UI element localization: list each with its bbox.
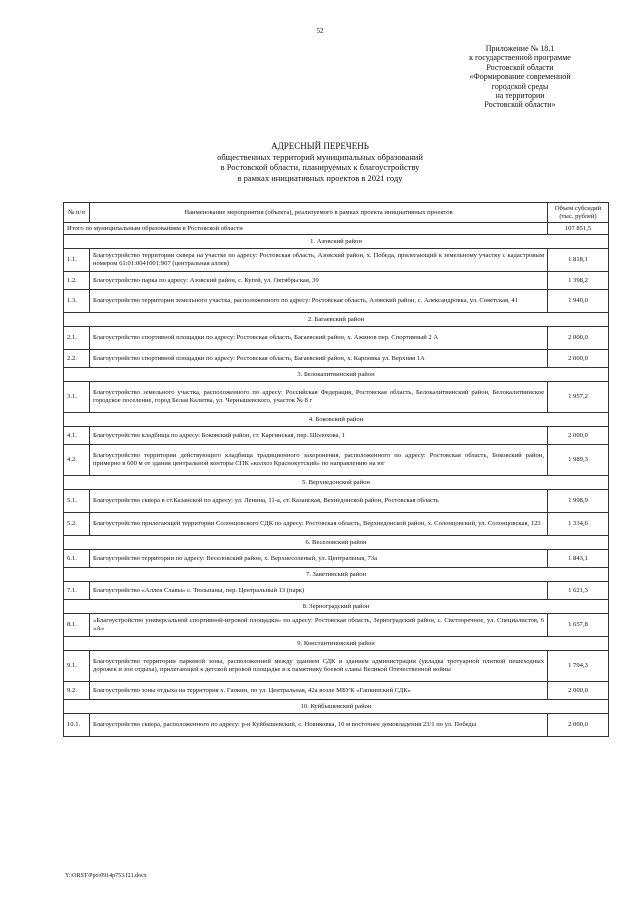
row-num: 8.1. bbox=[64, 614, 90, 637]
appendix-line: «Формирование современной bbox=[469, 72, 571, 82]
section-title: 5. Верхнедонской район bbox=[64, 476, 609, 490]
table-header-row bbox=[64, 203, 609, 223]
row-name: Благоустройство сквера, расположенного по адресу: р-н Куйбышевский, с. Новиковка, 10 м восточнее домовладения 23/1 по ул. Победы bbox=[90, 714, 548, 737]
appendix-line: к государственной программе bbox=[469, 53, 571, 63]
row-num: 3.1. bbox=[64, 382, 90, 413]
section-title: 1. Азовский район bbox=[64, 235, 609, 249]
section-row bbox=[64, 476, 609, 490]
table-row bbox=[64, 249, 609, 272]
table-row bbox=[64, 490, 609, 513]
row-num: 1.3. bbox=[64, 290, 90, 313]
section-title: 10. Куйбышевский район bbox=[64, 700, 609, 714]
document-subtitle-line: в рамках инициативных проектов в 2021 году bbox=[237, 172, 403, 183]
appendix-line: на территории bbox=[495, 91, 545, 101]
row-value: 1 657,8 bbox=[548, 614, 609, 637]
row-value: 1 621,3 bbox=[548, 582, 609, 600]
section-row bbox=[64, 568, 609, 582]
row-name: Благоустройство территории по адресу: Веселовский район, х. Верхнесоленый, ул. Центральная, 73а bbox=[90, 550, 548, 568]
total-row bbox=[64, 223, 609, 235]
section-row bbox=[64, 536, 609, 550]
row-value: 1 334,6 bbox=[548, 513, 609, 536]
row-name: Благоустройство территории земельного участка, расположенного по адресу: Ростовская область, Азовский район, с. Александровка, ул. Советская, 41 bbox=[90, 290, 548, 313]
row-value: 1 818,1 bbox=[548, 249, 609, 272]
section-title: 7. Заветинский район bbox=[64, 568, 609, 582]
row-num: 6.1. bbox=[64, 550, 90, 568]
row-name: Благоустройство сквера в ст.Казанской по адресу: ул. Ленина, 11-а, ст. Казанская, Вехнедонской район, Ростовская область bbox=[90, 490, 548, 513]
table-row bbox=[64, 382, 609, 413]
row-value: 2 000,0 bbox=[548, 714, 609, 737]
row-value: 1 794,3 bbox=[548, 651, 609, 682]
table-row bbox=[64, 582, 609, 600]
header-value: Объем субсидий (тыс. рублей) bbox=[548, 203, 609, 223]
row-num: 4.2. bbox=[64, 445, 90, 476]
table-row bbox=[64, 290, 609, 313]
section-title: 6. Веселовский район bbox=[64, 536, 609, 550]
table-row bbox=[64, 350, 609, 368]
section-row bbox=[64, 600, 609, 614]
section-title: 8. Зерноградский район bbox=[64, 600, 609, 614]
row-value: 1 398,2 bbox=[548, 272, 609, 290]
document-title: АДРЕСНЫЙ ПЕРЕЧЕНЬ bbox=[271, 141, 369, 151]
row-num: 7.1. bbox=[64, 582, 90, 600]
row-name: Благоустройство спортивной площадки по адресу: Ростовская область, Багаевский район, х. Ажинов пер. Спортивный 2 А bbox=[90, 327, 548, 350]
table-row bbox=[64, 272, 609, 290]
table-row bbox=[64, 682, 609, 700]
total-label: Итого по муниципальным образованиям в Ростовской области bbox=[64, 223, 548, 235]
document-subtitle-line: общественных территорий муниципальных образований bbox=[217, 151, 423, 162]
table-row bbox=[64, 327, 609, 350]
row-value: 1 998,9 bbox=[548, 490, 609, 513]
row-value: 2 000,0 bbox=[548, 350, 609, 368]
appendix-line: Ростовской области» bbox=[484, 100, 556, 110]
table-row bbox=[64, 550, 609, 568]
row-name: Благоустройство парка по адресу: Азовский район, с. Кугей, ул. Октябрьская, 39 bbox=[90, 272, 548, 290]
row-num: 10.1. bbox=[64, 714, 90, 737]
row-num: 9.2. bbox=[64, 682, 90, 700]
row-num: 1.2. bbox=[64, 272, 90, 290]
row-num: 2.1. bbox=[64, 327, 90, 350]
appendix-line: Приложение № 18.1 bbox=[485, 44, 555, 53]
section-title: 4. Боковский район bbox=[64, 413, 609, 427]
row-value: 1 843,1 bbox=[548, 550, 609, 568]
appendix-block bbox=[440, 44, 600, 110]
section-row bbox=[64, 637, 609, 651]
table-row bbox=[64, 714, 609, 737]
section-title: 3. Белокалитвинский район bbox=[64, 368, 609, 382]
row-name: Благоустройство кладбища по адресу: Боковский район, ст. Каргинская, пер. Шолохова, 1 bbox=[90, 427, 548, 445]
row-value: 2 000,0 bbox=[548, 427, 609, 445]
section-row bbox=[64, 700, 609, 714]
section-title: 9. Константиновский район bbox=[64, 637, 609, 651]
section-row bbox=[64, 313, 609, 327]
row-num: 5.1. bbox=[64, 490, 90, 513]
document-heading bbox=[120, 141, 520, 183]
row-name: Благоустройство спортивной площадки по адресу: Ростовская область, Багаевский район, х. Карповка ул. Верхняя 1А bbox=[90, 350, 548, 368]
row-name: Благоустройство территории действующего кладбища традиционного захоронения, расположенного по адресу: Ростовская область, Боковский район, примерно в 600 м от здания центральной конторы СПК «колхоз Краснокутский» по направлению на юг bbox=[90, 445, 548, 476]
appendix-line: Ростовской области bbox=[486, 62, 554, 72]
appendix-line: городской среды bbox=[491, 81, 549, 91]
row-num: 1.1. bbox=[64, 249, 90, 272]
row-name: Благоустройство земельного участка, расположенного по адресу: Российская Федерация, Ростовская область, Белокалитвинский район, Белокалитвинское городское поселение, город Белая Калитва, ул. Чернышевского, участок № 8 г bbox=[90, 382, 548, 413]
row-name: «Благоустройство универсальной спортивной-игровой площадки» по адресу: Ростовская область, Зерноградский район, с. Светлоречное, ул. Специалистов, 6 «А» bbox=[90, 614, 548, 637]
row-value: 2 000,0 bbox=[548, 327, 609, 350]
row-name: Благоустройство территории парковой зоны, расположенной между зданием СДК и зданием администрации (укладка тротуарной плиткой пешеходных дорожек и зон отдыха), прилегающей к детской игровой площадке и к памятнику боевой славы Великой Отечественной войны bbox=[90, 651, 548, 682]
row-name: Благоустройство «Аллея Славы» с. Тюльпаны, пер. Центральный 13 (парк) bbox=[90, 582, 548, 600]
address-list-table bbox=[63, 202, 609, 737]
document-subtitle-line: в Ростовской области, планируемых к благоустройству bbox=[220, 162, 420, 172]
section-row bbox=[64, 235, 609, 249]
row-name: Благоустройство прилегающей территории Солонцовского СДК по адресу: Ростовская область, Верхнедонской район, х. Солонцовский, ул. Солонцовская, 123 bbox=[90, 513, 548, 536]
table-row bbox=[64, 513, 609, 536]
row-num: 2.2. bbox=[64, 350, 90, 368]
section-title: 2. Багаевский район bbox=[64, 313, 609, 327]
section-row bbox=[64, 368, 609, 382]
row-value: 2 000,0 bbox=[548, 682, 609, 700]
file-path-footer: Y:\ORST\Ppo\0914p753.f21.docx bbox=[65, 873, 147, 879]
row-name: Благоустройство территории сквера на участке по адресу: Ростовская область, Азовский район, х. Победа, прилегающий к земельному участку с кадастровым номером 61:01:0041001:907 (центральная аллея) bbox=[90, 249, 548, 272]
total-value: 107 851,5 bbox=[548, 223, 609, 235]
row-value: 1 989,3 bbox=[548, 445, 609, 476]
page-number: 52 bbox=[316, 27, 324, 35]
table-row bbox=[64, 445, 609, 476]
table-row bbox=[64, 651, 609, 682]
table-row bbox=[64, 614, 609, 637]
row-value: 1 957,2 bbox=[548, 382, 609, 413]
row-name: Благоустройство зоны отдыха на территория х. Гапкин, по ул. Центральная, 42а возле МБУК «Гапкинский СДК» bbox=[90, 682, 548, 700]
header-num: № п/п bbox=[64, 203, 90, 223]
row-value: 1 940,0 bbox=[548, 290, 609, 313]
row-num: 9.1. bbox=[64, 651, 90, 682]
header-name: Наименование мероприятия (объекта), реализуемого в рамках проекта инициативных проектов bbox=[90, 203, 548, 223]
row-num: 5.2. bbox=[64, 513, 90, 536]
section-row bbox=[64, 413, 609, 427]
row-num: 4.1. bbox=[64, 427, 90, 445]
table-row bbox=[64, 427, 609, 445]
